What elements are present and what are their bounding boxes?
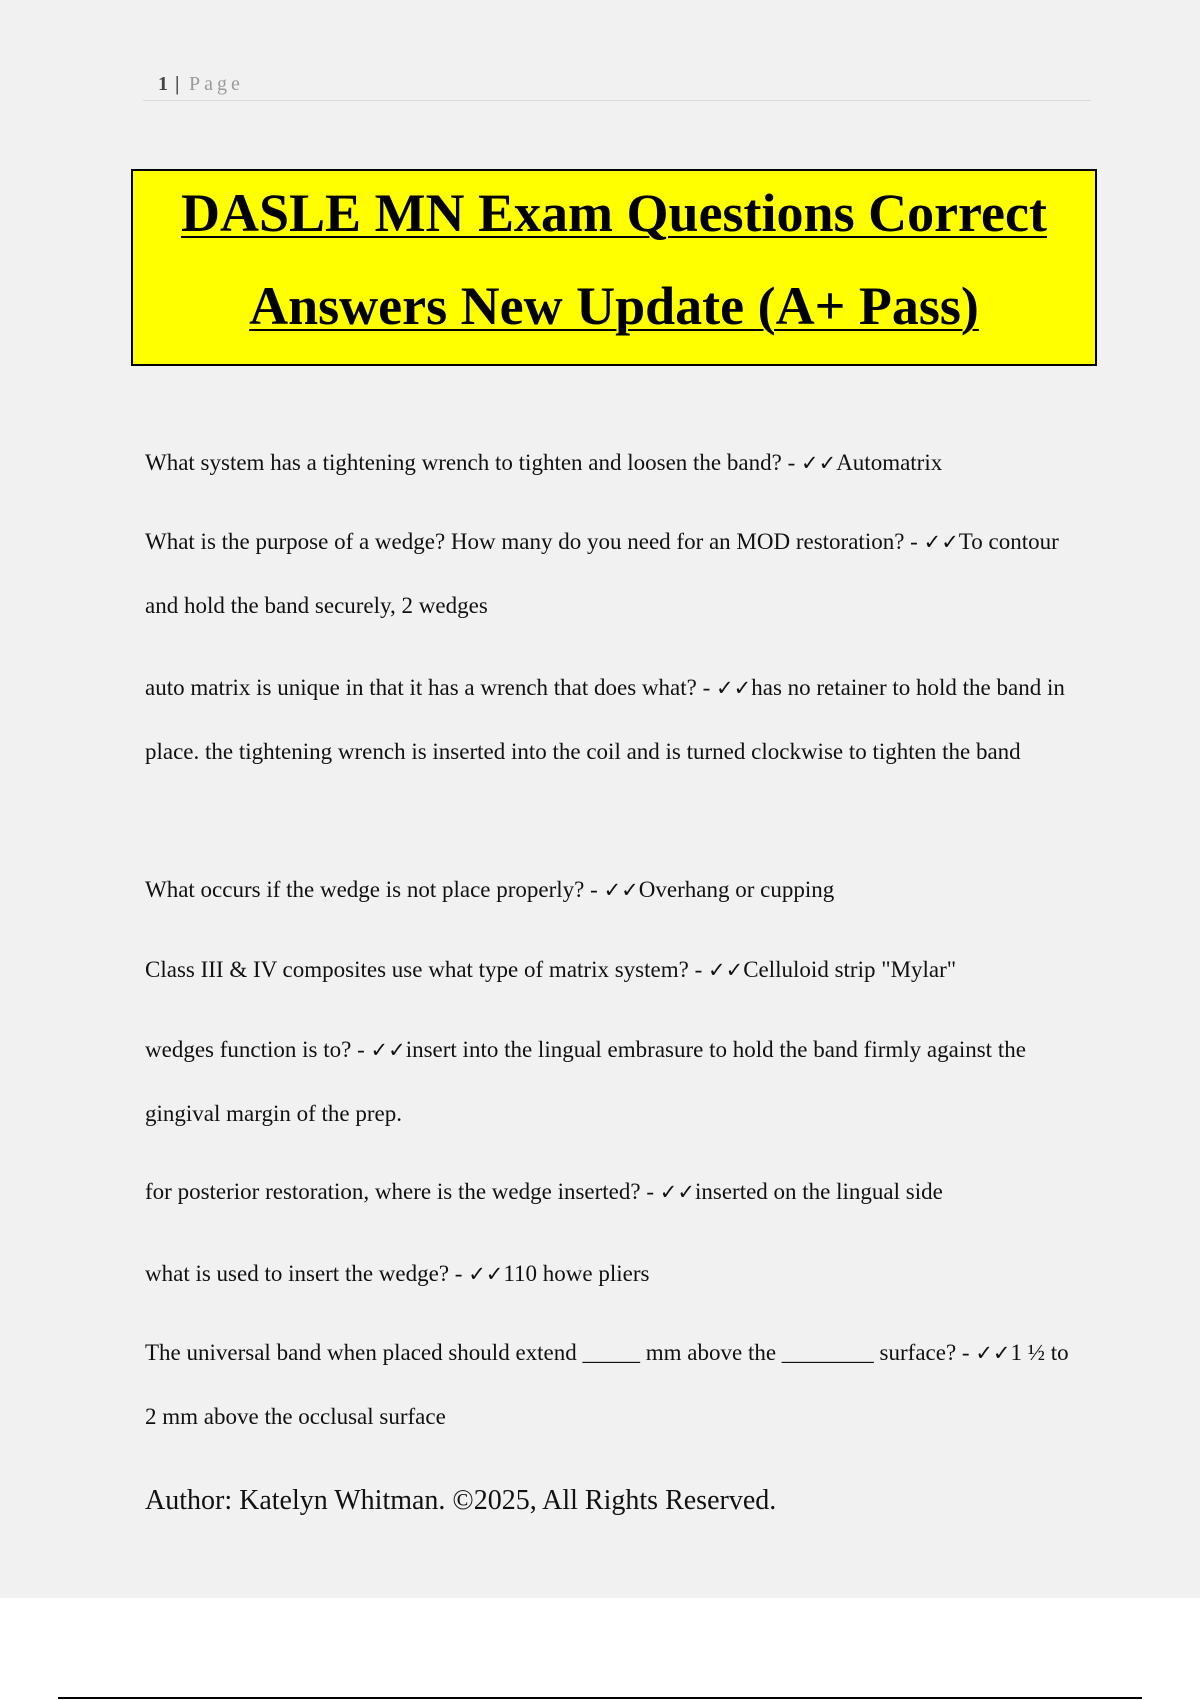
title-line-2: Answers New Update (A+ Pass) xyxy=(249,276,979,336)
check-icon: ✓✓ xyxy=(975,1341,1011,1365)
answer-text: 1 ½ to 2 mm above the occlusal surface xyxy=(145,1340,1069,1429)
question-text: What system has a tightening wrench to tighten and loosen the band? xyxy=(145,450,782,475)
qa-item xyxy=(145,656,1085,783)
answer-text: has no retainer to hold the band in place. the tightening wrench is inserted into the coil and is turned clockwise to tighten the band xyxy=(145,675,1065,764)
question-text: auto matrix is unique in that it has a wrench that does what? xyxy=(145,675,697,700)
qa-item xyxy=(145,1018,1085,1145)
answer-text: inserted on the lingual side xyxy=(694,1179,943,1204)
qa-item xyxy=(145,938,1085,1002)
author-line: Author: Katelyn Whitman. ©2025, All Rights Reserved. xyxy=(145,1485,777,1516)
check-icon: ✓✓ xyxy=(603,878,639,902)
question-text: what is used to insert the wedge? xyxy=(145,1261,450,1286)
title-box xyxy=(131,169,1097,366)
question-text: wedges function is to? xyxy=(145,1037,352,1062)
answer-text: Overhang or cupping xyxy=(638,877,835,902)
page-header xyxy=(143,70,1091,101)
page-number: 1 xyxy=(158,73,168,95)
answer-text: Automatrix xyxy=(836,450,943,475)
question-text: What is the purpose of a wedge? How many do you need for an MOD restoration? xyxy=(145,529,905,554)
check-icon: ✓✓ xyxy=(659,1180,695,1204)
check-icon: ✓✓ xyxy=(923,530,959,554)
answer-text: insert into the lingual embrasure to hold the band firmly against the gingival margin of the prep. xyxy=(145,1037,1026,1126)
check-icon: ✓✓ xyxy=(468,1262,504,1286)
answer-text: To contour and hold the band securely, 2 wedges xyxy=(145,529,1059,618)
footer-divider xyxy=(58,1697,1142,1699)
check-icon: ✓✓ xyxy=(708,958,744,982)
question-text: for posterior restoration, where is the wedge inserted? xyxy=(145,1179,641,1204)
title-line-1: DASLE MN Exam Questions Correct xyxy=(181,183,1047,243)
qa-item xyxy=(145,1321,1085,1448)
question-text: Class III & IV composites use what type of matrix system? xyxy=(145,957,689,982)
check-icon: ✓✓ xyxy=(800,451,837,475)
answer-text: Celluloid strip "Mylar" xyxy=(743,957,957,982)
check-icon: ✓✓ xyxy=(370,1038,406,1062)
question-text: What occurs if the wedge is not place properly? xyxy=(145,877,585,902)
page-separator: | xyxy=(175,73,180,95)
page-label: Page xyxy=(189,73,244,95)
question-text: The universal band when placed should extend _____ mm above the ________ surface? xyxy=(145,1340,957,1365)
qa-item xyxy=(145,510,1085,637)
qa-item xyxy=(145,431,1085,495)
qa-item xyxy=(145,1242,1085,1306)
check-icon: ✓✓ xyxy=(716,676,752,700)
answer-text: 110 howe pliers xyxy=(503,1261,650,1286)
qa-item xyxy=(145,1160,1085,1224)
qa-item xyxy=(145,858,1085,922)
